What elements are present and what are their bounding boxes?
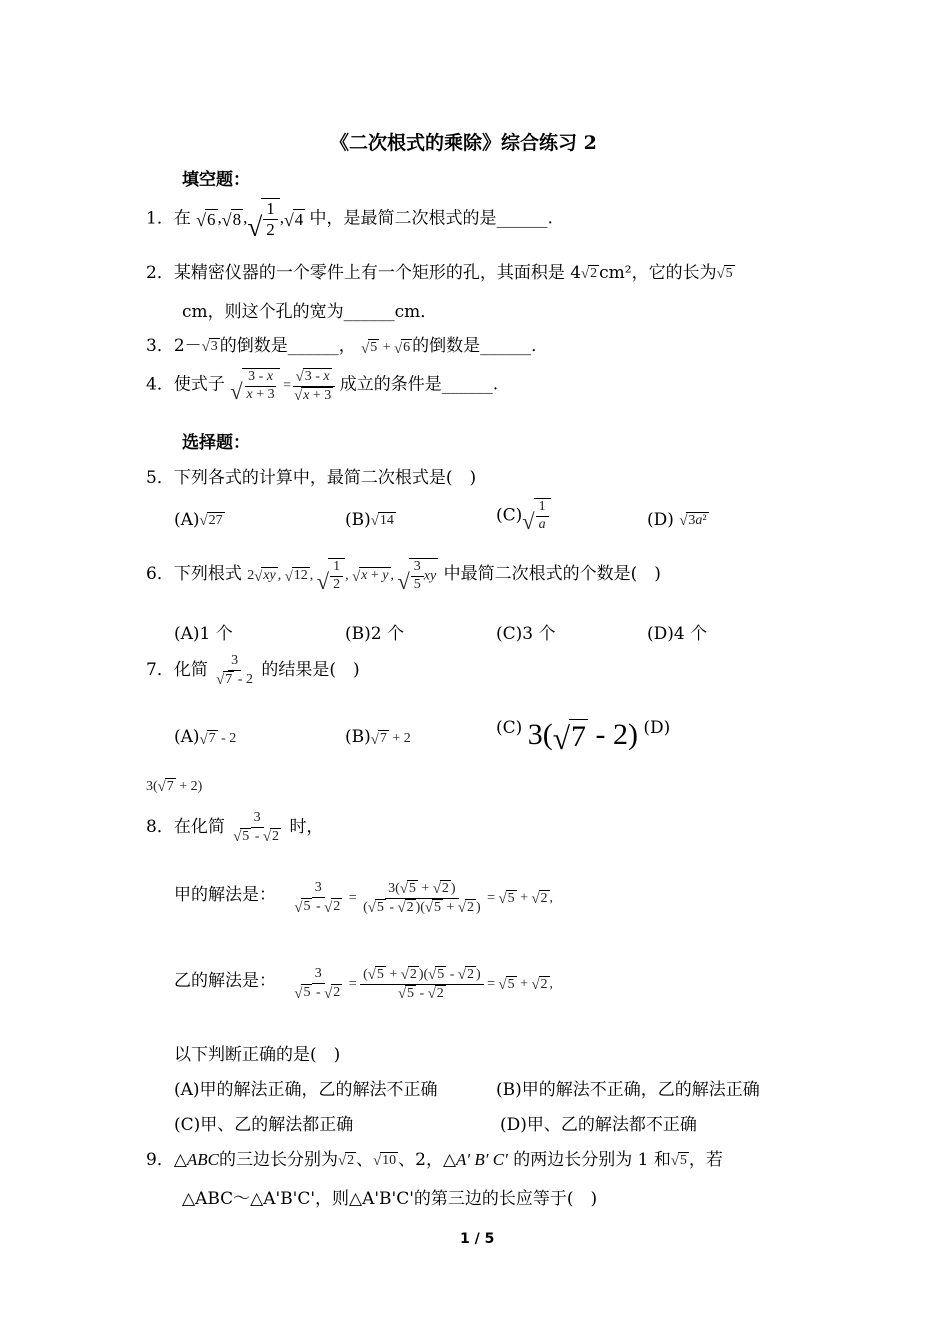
question-number: 5． xyxy=(146,468,174,488)
question-1 xyxy=(146,198,553,241)
q9-abc2: A′ B′ C′ xyxy=(456,1150,508,1169)
question-6 xyxy=(146,558,661,594)
question-number: 2． xyxy=(146,263,174,283)
q2-line2: cm，则这个孔的宽为______cm． xyxy=(182,302,438,322)
q7-option-c: (C) 3( √ 7 - 2) (D) xyxy=(496,718,671,757)
q7-post: 的结果是( ) xyxy=(261,660,360,681)
option-label: (D) xyxy=(643,718,671,738)
question-number: 4． xyxy=(146,374,174,395)
q9-b: 的三边长分别为 xyxy=(219,1150,339,1170)
question-5 xyxy=(146,463,476,488)
q3-c: 的倒数是______． xyxy=(412,336,549,356)
q8-option-b: (B)甲的解法不正确，乙的解法正确 xyxy=(496,1080,760,1100)
q8-formula: 3 √ 5 - √ 2 xyxy=(233,810,280,846)
q4-formula: √ $\frac{3 - x}{x + 3}$ = √ 3 - x √ x + 3 xyxy=(230,378,340,393)
q7-option-a: (A) √ 7 - 2 xyxy=(174,727,237,748)
q6-option-b: (B)2 个 xyxy=(345,624,404,644)
q8-pre: 在化简 xyxy=(173,817,225,838)
q7-formula: 3 √ 7 - 2 xyxy=(216,653,253,689)
q9-f: ，若 xyxy=(688,1150,723,1170)
section-choice-heading: 选择题： xyxy=(182,433,250,453)
q8-judge: 以下判断正确的是( ) xyxy=(174,1045,341,1065)
q5-option-d: (D) √ 3a² xyxy=(647,510,707,530)
q9-e: 的两边长分别为 1 和 xyxy=(513,1150,671,1170)
q3-b: 的倒数是______， xyxy=(219,336,356,356)
question-number: 6． xyxy=(146,564,174,585)
q6-option-a: (A)1 个 xyxy=(174,624,233,644)
q6-formula: 2 √ xy , √ 12 , √ $\frac{1}{2}$ , √ x + y , √ $\frac{3}{5}$ xy xyxy=(247,559,437,595)
q9-line2: △ABC～△A'B'C'，则△A'B'C'的第三边的长应等于( ) xyxy=(182,1189,598,1209)
jia-label: 甲的解法是： xyxy=(174,885,276,905)
question-4 xyxy=(146,368,498,404)
q6-option-d: (D)4 个 xyxy=(647,624,708,644)
question-number: 8． xyxy=(146,817,174,838)
q2-line1b: cm²，它的长为 xyxy=(599,263,717,283)
yi-label: 乙的解法是： xyxy=(174,971,276,991)
question-8 xyxy=(146,810,323,845)
option-label: (C) xyxy=(496,505,523,526)
q6-pre: 下列根式 xyxy=(173,564,242,585)
q9-abc: ABC xyxy=(186,1150,220,1169)
q9-a: △ xyxy=(173,1150,187,1170)
q7-option-b: (B) √ 7 + 2 xyxy=(345,727,411,748)
option-label: (C) xyxy=(496,718,523,738)
q7-option-d-value: 3( √ 7 + 2) xyxy=(146,778,203,796)
q5-option-c: (C) √ $\frac{1}{a}$ xyxy=(496,498,551,534)
q8-yi: 乙的解法是： 3 √ 5 - √ 2 = ( √ 5 + √ 2 )( √ 5 - √ 2 ) √ 5 - √ 2 = √ 5 + √ 2 , xyxy=(174,966,554,1002)
q9-d: 、2，△ xyxy=(398,1150,457,1170)
q8-option-a: (A)甲的解法正确，乙的解法不正确 xyxy=(174,1080,438,1100)
q5-option-b: (B) √ 14 xyxy=(345,510,394,530)
question-number: 1． xyxy=(146,208,174,229)
q8-option-c: (C)甲、乙的解法都正确 xyxy=(174,1115,354,1135)
question-2: 2．某精密仪器的一个零件上有一个矩形的孔，其面积是 4 √ 2 cm²，它的长为 √ 5 xyxy=(146,263,733,283)
q6-post: 中最简二次根式的个数是( ) xyxy=(443,564,661,585)
option-label: (D) xyxy=(647,510,674,530)
q8-option-d: (D)甲、乙的解法都不正确 xyxy=(500,1115,697,1135)
question-9: 9．△ABC的三边长分别为 √ 2 、 √ 10 、2，△A′ B′ C′ 的两边长分别为 1 和 √ 5 ，若 xyxy=(146,1150,723,1170)
q7-pre: 化简 xyxy=(173,660,208,681)
q9-c: 、 xyxy=(356,1150,374,1170)
q5-text: 下列各式的计算中，最简二次根式是( ) xyxy=(173,468,477,488)
q1-post: 中，是最简二次根式的是______. xyxy=(309,208,553,229)
option-label: (B) xyxy=(345,510,371,530)
q4-post: 成立的条件是______. xyxy=(339,374,499,395)
question-7 xyxy=(146,653,360,688)
page-footer: 1 / 5 xyxy=(460,1231,495,1247)
question-number: 7． xyxy=(146,660,174,681)
q8-post: 时， xyxy=(289,817,324,838)
q2-line1: 某精密仪器的一个零件上有一个矩形的孔，其面积是 4 xyxy=(173,263,582,283)
q4-pre: 使式子 xyxy=(173,374,225,395)
q1-pre: 在 xyxy=(173,208,191,229)
q6-option-c: (C)3 个 xyxy=(496,624,556,644)
question-number: 9． xyxy=(146,1150,174,1170)
question-number: 3． xyxy=(146,336,174,356)
option-label: (B) xyxy=(345,727,371,747)
q1-formula: √ 6 , √ 8 , √ $\frac{1}{2}$ , √ 4 xyxy=(196,199,304,242)
option-label: (A) xyxy=(174,727,200,747)
option-label: (A) xyxy=(174,510,200,530)
question-3: 3．2－ √ 3 的倒数是______， √ 5 + √ 6 的倒数是______． xyxy=(146,336,549,357)
page-title: 《二次根式的乘除》综合练习 2 xyxy=(330,132,597,154)
q5-option-a: (A) √ 27 xyxy=(174,510,223,530)
section-fill-heading: 填空题： xyxy=(182,170,250,190)
q8-jia: 甲的解法是： 3 √ 5 - √ 2 = 3( √ 5 + √ 2 ) ( √ 5 - √ 2 )( √ 5 + √ 2 ) = √ 5 + √ 2 , xyxy=(174,880,554,916)
q3-a: 2－ xyxy=(173,336,202,356)
